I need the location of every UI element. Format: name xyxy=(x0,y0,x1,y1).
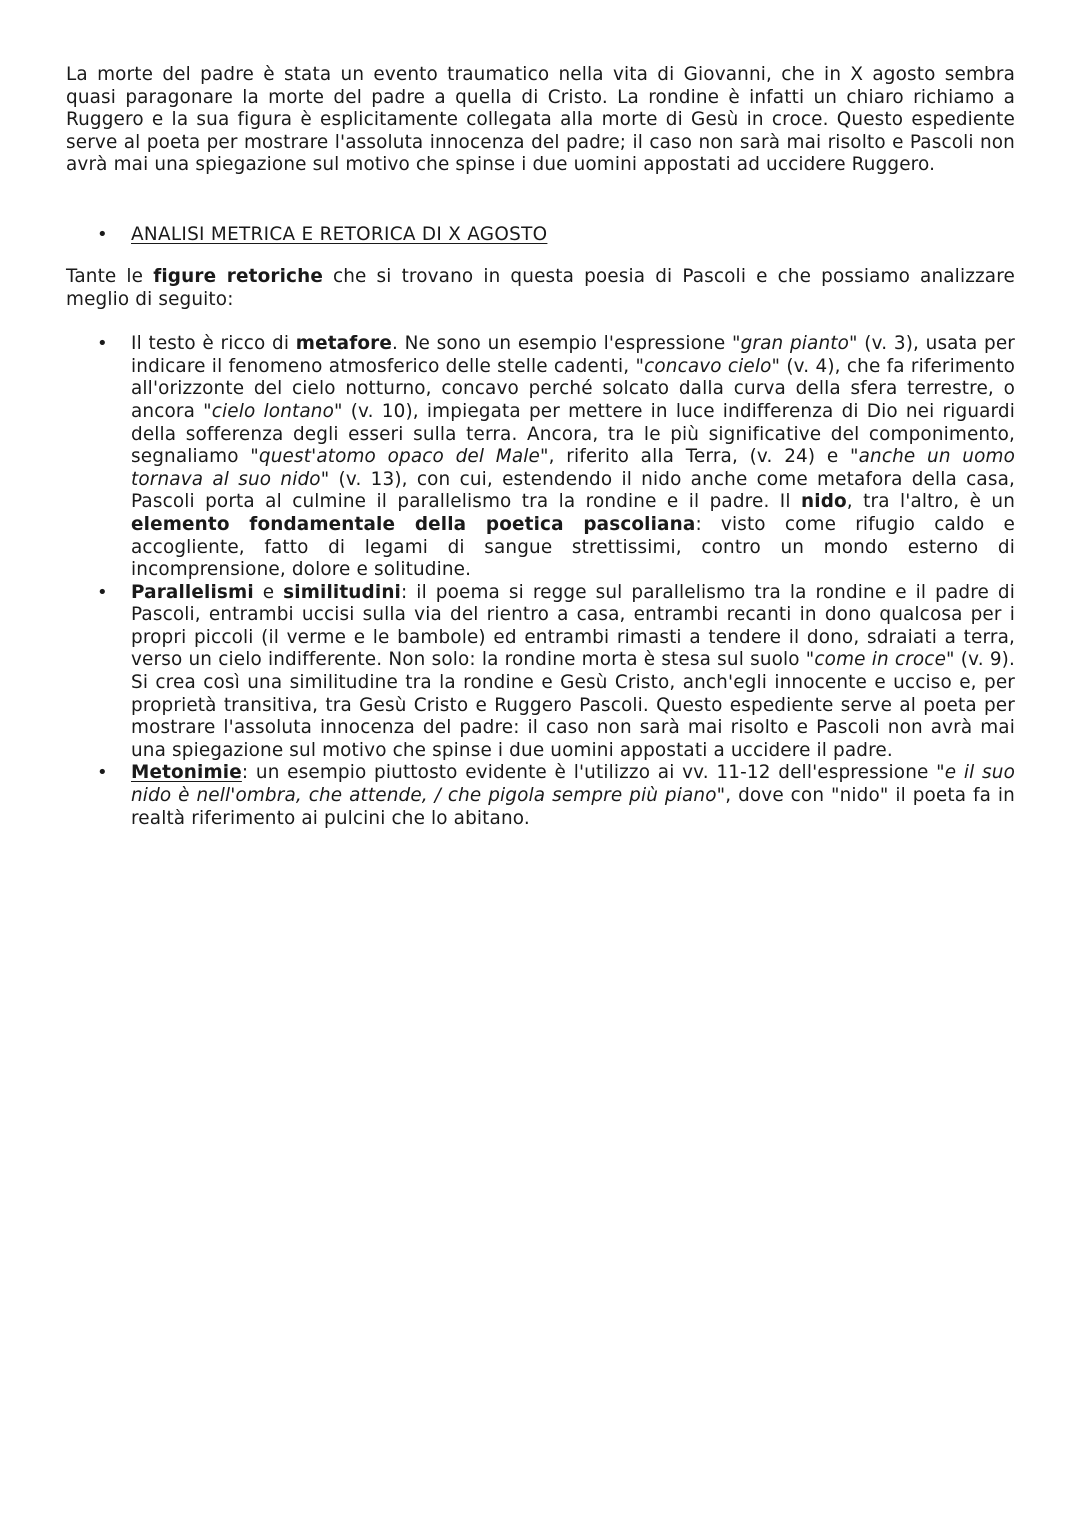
bold-term: similitudini xyxy=(283,581,402,603)
italic-quote: anche un uomo tornava al suo nido xyxy=(131,446,1015,490)
text-run: " (v. 13), con cui, estendendo il nido anche come metafora della casa, Pascoli porta al culmine il parallelismo tra la rondine e il padre. Il xyxy=(131,468,1015,513)
bold-underlined-term: Metonimie xyxy=(131,762,242,784)
text-run: che si trovano in questa poesia di Pascoli e che possiamo analizzare meglio di seguito: xyxy=(66,265,1015,310)
bold-term: Parallelismi xyxy=(131,581,254,603)
italic-quote: gran pianto xyxy=(740,333,850,355)
section-heading-row xyxy=(66,224,1015,248)
italic-quote: concavo cielo xyxy=(644,355,772,377)
italic-quote: quest'atomo opaco del Male xyxy=(258,446,540,468)
text-run: : visto come rifugio caldo e accogliente, fatto di legami di sangue strettissimi, contro un mondo esterno di incomprensione, dolore e solitudine. xyxy=(131,513,1015,581)
list-item-metafore xyxy=(66,333,1015,582)
italic-quote: come in croce xyxy=(814,649,947,671)
text-run: ", riferito alla Terra, (v. 24) e " xyxy=(539,446,859,468)
text-run: . Ne sono un esempio l'espressione " xyxy=(391,333,741,355)
list-item-metonimie xyxy=(66,762,1015,830)
section-heading: ANALISI METRICA E RETORICA DI X AGOSTO xyxy=(131,223,548,245)
text-run: : un esempio piuttosto evidente è l'utilizzo ai vv. 11-12 dell'espressione " xyxy=(241,762,945,784)
text-run: " (v. 10), impiegata per mettere in luce indifferenza di Dio nei riguardi della sofferenza degli esseri sulla terra. Ancora, tra le più significative del componimento, segnaliamo " xyxy=(131,400,1016,468)
bullet-icon: • xyxy=(97,333,108,355)
rhetoric-list xyxy=(66,333,1015,830)
bullet-icon: • xyxy=(97,581,108,603)
text-run: ", dove con "nido" il poeta fa in realtà riferimento ai pulcini che lo abitano. xyxy=(131,785,1015,829)
bold-term: nido xyxy=(801,491,847,513)
italic-quote: e il suo nido è nell'ombra, che attende, / che pigola sempre più piano xyxy=(131,762,1016,807)
text-run: Il testo è ricco di xyxy=(131,333,296,355)
list-item-parallelismi xyxy=(66,582,1015,763)
bold-term: metafore xyxy=(295,333,392,355)
text-run: e xyxy=(253,581,284,603)
bold-term: elemento fondamentale della poetica pascoliana xyxy=(131,513,696,535)
document-page xyxy=(66,64,1015,830)
italic-quote: cielo lontano xyxy=(211,400,334,422)
text-run: : il poema si regge sul parallelismo tra la rondine e il padre di Pascoli, entrambi uccisi sulla via del rientro a casa, entrambi recanti in dono qualcosa per i propri piccoli (il verme e le bambole) ed entrambi rimasti a tendere il dono, sdraiati a terra, verso un cielo indifferente. Non solo: la rondine morta è stesa sul suolo " xyxy=(131,581,1015,671)
text-run: Tante le xyxy=(66,265,154,287)
bullet-icon: • xyxy=(97,762,108,784)
text-run: , tra l'altro, è un xyxy=(846,491,1015,513)
text-run: " (v. 3), usata per indicare il fenomeno atmosferico delle stelle cadenti, " xyxy=(131,333,1016,377)
intro-paragraph: La morte del padre è stata un evento traumatico nella vita di Giovanni, che in X agosto sembra quasi paragonare la morte del padre a quella di Cristo. La rondine è infatti un chiaro richiamo a Ruggero e la sua figura è esplicitamente collegata alla morte di Gesù in croce. Questo espediente serve al poeta per mostrare l'assoluta innocenza del padre; il caso non sarà mai risolto e Pascoli non avrà mai una spiegazione sul motivo che spinse i due uomini appostati ad uccidere Ruggero. xyxy=(66,64,1015,176)
bold-term: figure retoriche xyxy=(153,265,323,287)
bullet-icon: • xyxy=(97,223,108,245)
text-run: " (v. 9). Si crea così una similitudine tra la rondine e Gesù Cristo, anch'egli innocente e ucciso e, per proprietà transitiva, tra Gesù Cristo e Ruggero Pascoli. Questo espediente serve al poeta per mostrare l'assoluta innocenza del padre: il caso non sarà mai risolto e Pascoli non avrà mai una spiegazione sul motivo che spinse i due uomini appostati a uccidere il padre. xyxy=(131,649,1015,761)
section-intro-paragraph xyxy=(66,266,1015,311)
text-run: " (v. 4), che fa riferimento all'orizzonte del cielo notturno, concavo perché solcato dalla curva della sfera terrestre, o ancora " xyxy=(131,355,1015,422)
